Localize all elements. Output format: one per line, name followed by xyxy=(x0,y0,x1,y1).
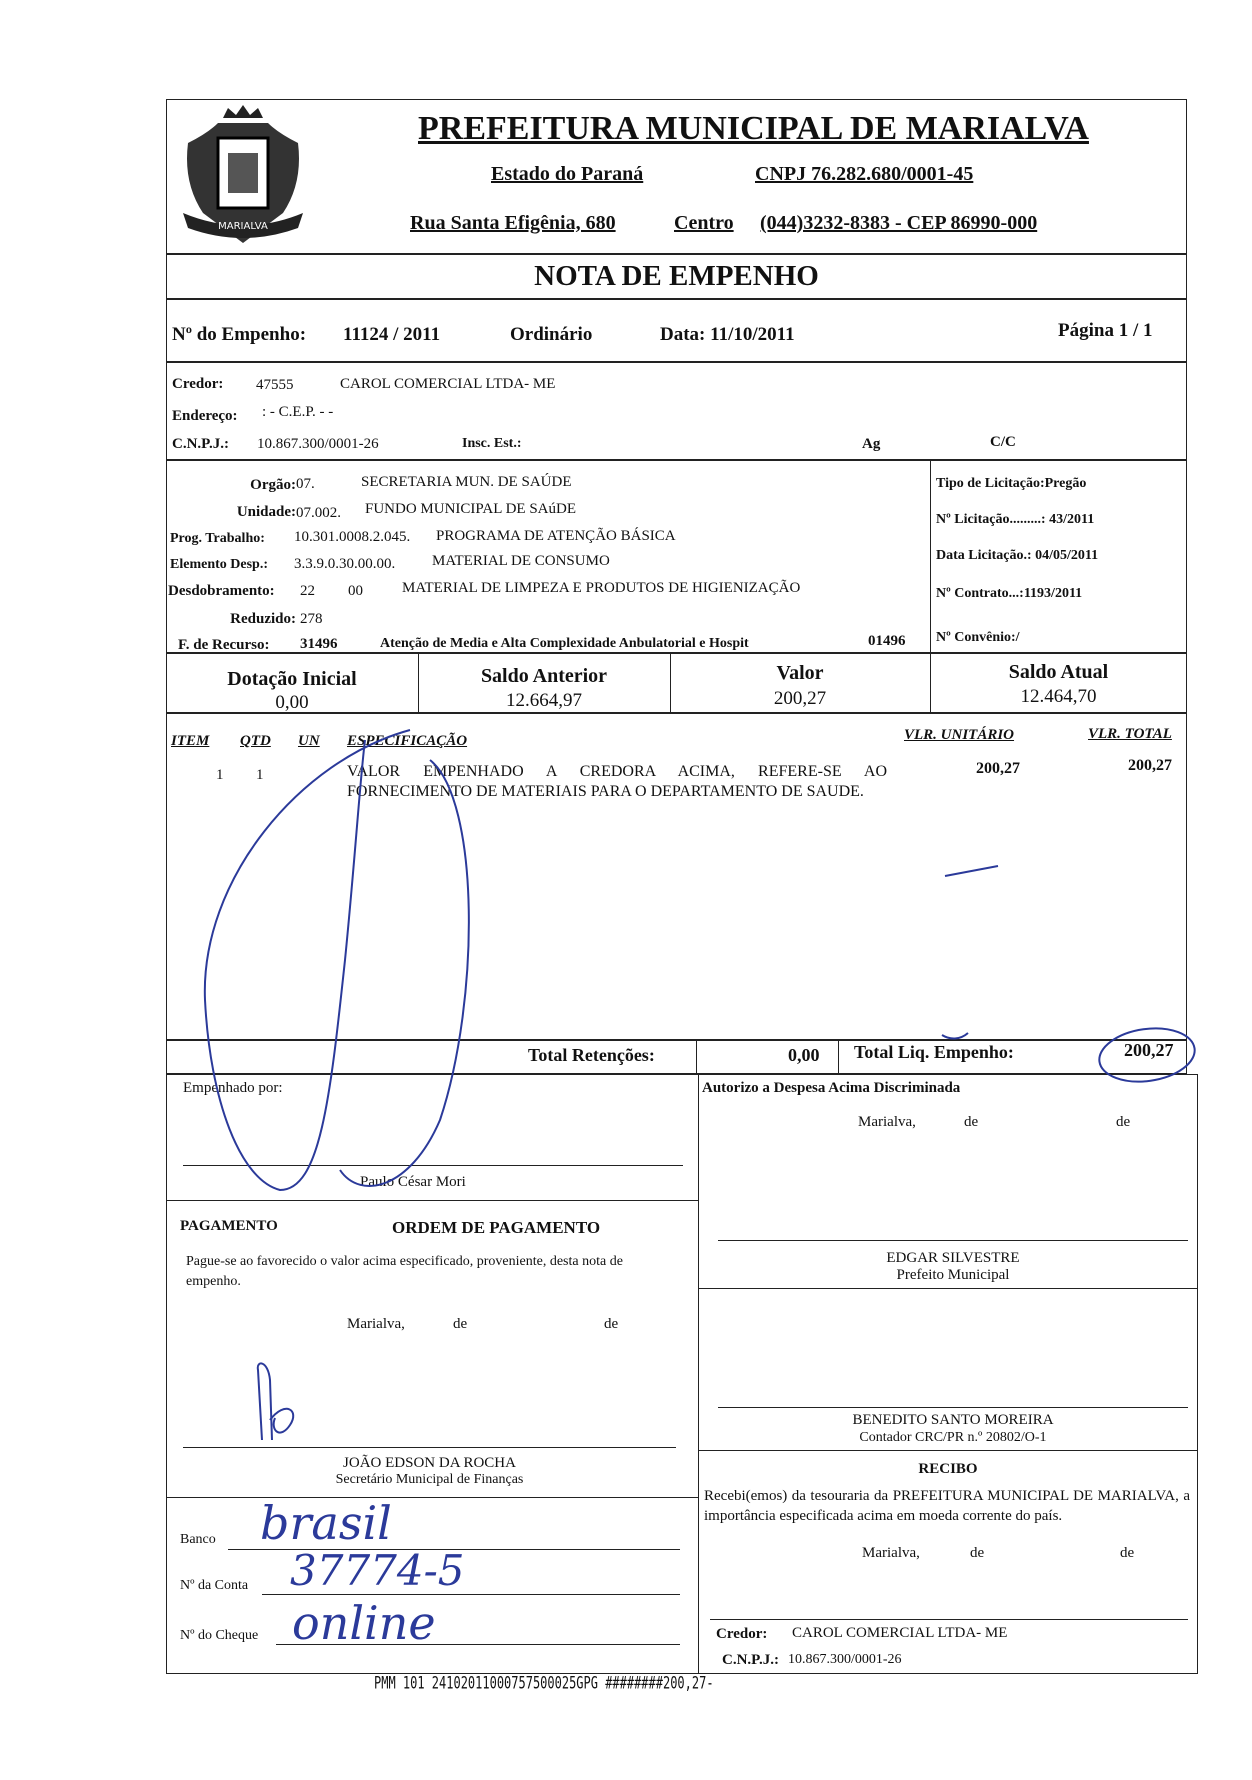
orgao-code: 07. xyxy=(296,476,315,492)
cnpj-label: C.N.P.J.: xyxy=(172,436,229,452)
recibo-text: Recebi(emos) da tesouraria da PREFEITURA MUNICIPAL DE MARIALVA, a importância especificada acima em moeda corrente do país. xyxy=(704,1488,1190,1524)
totals-divider-2 xyxy=(838,1040,839,1074)
autorizo-signer: EDGAR SILVESTRE xyxy=(886,1250,1020,1266)
pagamento-text: Pague-se ao favorecido o valor acima especificado, proveniente, desta nota de empenho. xyxy=(186,1254,623,1289)
desd-code1: 22 xyxy=(300,583,315,599)
anterior-label: Saldo Anterior xyxy=(480,665,608,687)
ag-label: Ag xyxy=(862,436,881,452)
conta-handwriting: 37774-5 xyxy=(290,1546,465,1595)
cc-label: C/C xyxy=(990,434,1016,450)
dotacao-value: 0,00 xyxy=(275,692,309,713)
empenho-number: 11124 / 2011 xyxy=(343,324,441,345)
col-un: UN xyxy=(298,733,320,749)
autorizo-de1: de xyxy=(964,1114,979,1130)
row-qtd: 1 xyxy=(256,767,264,783)
licitacao-data: Data Licitação.: 04/05/2011 xyxy=(936,548,1099,563)
row-unit: 200,27 xyxy=(976,760,1020,777)
district-text: Centro xyxy=(674,212,734,234)
doc-title: NOTA DE EMPENHO xyxy=(534,260,819,292)
address-value: : - C.E.P. - - xyxy=(262,404,334,420)
empenho-type: Ordinário xyxy=(510,324,593,345)
autorizo-city: Marialva, xyxy=(858,1114,916,1130)
elem-name: MATERIAL DE CONSUMO xyxy=(432,553,610,569)
empenho-date: Data: 11/10/2011 xyxy=(660,324,795,345)
row-total: 200,27 xyxy=(1128,757,1172,774)
elem-code: 3.3.9.0.30.00.00. xyxy=(294,556,396,572)
retencoes-label: Total Retenções: xyxy=(528,1045,655,1065)
insc-label: Insc. Est.: xyxy=(462,436,522,451)
fonte-code2: 01496 xyxy=(868,633,906,649)
pagamento-city: Marialva, xyxy=(347,1316,405,1332)
empenhado-label: Empenhado por: xyxy=(183,1080,283,1096)
budget-divider xyxy=(930,460,931,653)
cnpj-text: CNPJ 76.282.680/0001-45 xyxy=(755,163,974,185)
banco-handwriting: brasil xyxy=(260,1496,392,1550)
org-title: PREFEITURA MUNICIPAL DE MARIALVA xyxy=(418,110,1089,147)
licitacao-convenio: Nº Convênio:/ xyxy=(936,630,1020,645)
valor-value: 200,27 xyxy=(773,688,827,709)
recibo-cnpj: 10.867.300/0001-26 xyxy=(788,1652,902,1667)
fonte-label: F. de Recurso: xyxy=(178,637,270,653)
state-text: Estado do Paraná xyxy=(491,163,644,185)
credor-name: CAROL COMERCIAL LTDA- ME xyxy=(340,376,556,392)
unidade-code: 07.002. xyxy=(296,505,341,521)
liq-label: Total Liq. Empenho: xyxy=(854,1042,1014,1062)
autorizo-signer-role: Prefeito Municipal xyxy=(896,1267,1010,1283)
col-item: ITEM xyxy=(171,733,210,749)
credor-label: Credor: xyxy=(172,376,224,392)
recibo-title: RECIBO xyxy=(918,1461,978,1477)
autorizo-bottom-line xyxy=(698,1288,1198,1289)
fonte-name: Atenção de Media e Alta Complexidade Anbulatorial e Hospit xyxy=(380,636,749,651)
col-unit: VLR. UNITÁRIO xyxy=(904,727,1015,743)
empenhado-name: Paulo César Mori xyxy=(360,1174,466,1190)
prog-code: 10.301.0008.2.045. xyxy=(294,529,411,545)
conta-label: Nº da Conta xyxy=(180,1578,249,1593)
orgao-name: SECRETARIA MUN. DE SAÚDE xyxy=(361,474,572,490)
col-qtd: QTD xyxy=(240,733,271,749)
totals-divider-1 xyxy=(696,1040,697,1074)
footer-code: PMM 101 24102011000757500025GPG ########200,27- xyxy=(374,1673,714,1693)
desd-name: MATERIAL DE LIMPEZA E PRODUTOS DE HIGIENIZAÇÃO xyxy=(402,580,801,596)
pagamento-de2: de xyxy=(604,1316,619,1332)
recibo-credor-label: Credor: xyxy=(716,1626,768,1642)
empenho-label: Nº do Empenho: xyxy=(172,324,307,345)
empenhado-sign-line xyxy=(183,1165,683,1166)
empenhado-bottom-line xyxy=(166,1200,698,1201)
contador-sign-line xyxy=(718,1407,1188,1408)
row-item: 1 xyxy=(216,767,224,783)
desd-label: Desdobramento: xyxy=(168,583,275,599)
street-text: Rua Santa Efigênia, 680 xyxy=(410,212,616,234)
recibo-sign-line xyxy=(710,1619,1188,1620)
unidade-name: FUNDO MUNICIPAL DE SAúDE xyxy=(365,501,576,517)
valor-label: Valor xyxy=(776,662,824,684)
cheque-label: Nº do Cheque xyxy=(180,1628,259,1643)
totals-box xyxy=(166,1040,1187,1074)
contador-signer: BENEDITO SANTO MOREIRA xyxy=(852,1412,1054,1428)
col-total: VLR. TOTAL xyxy=(1088,726,1172,742)
cheque-handwriting: online xyxy=(292,1596,436,1650)
svg-text:MARIALVA: MARIALVA xyxy=(218,221,268,232)
coat-of-arms-logo xyxy=(168,103,318,253)
pagamento-sign-line xyxy=(183,1447,676,1448)
orgao-label: Orgão: xyxy=(250,477,296,493)
prog-name: PROGRAMA DE ATENÇÃO BÁSICA xyxy=(436,528,676,544)
licitacao-tipo: Tipo de Licitação:Pregão xyxy=(936,476,1087,491)
row-spec: VALOR EMPENHADO A CREDORA ACIMA, REFERE-SE AO FORNECIMENTO DE MATERIAIS PARA O DEPARTAMENTO DE SAUDE. xyxy=(347,763,887,800)
contador-bottom-line xyxy=(698,1450,1198,1451)
address-label: Endereço: xyxy=(172,408,238,424)
recibo-city: Marialva, xyxy=(862,1545,920,1561)
unidade-label: Unidade: xyxy=(236,504,296,520)
ordem-title: ORDEM DE PAGAMENTO xyxy=(392,1218,601,1237)
elem-label: Elemento Desp.: xyxy=(170,557,268,572)
autorizo-title: Autorizo a Despesa Acima Discriminada xyxy=(702,1080,961,1096)
autorizo-de2: de xyxy=(1116,1114,1131,1130)
desd-code2: 00 xyxy=(348,583,363,599)
pagamento-signer: JOÃO EDSON DA ROCHA xyxy=(343,1455,516,1471)
phone-cep-text: (044)3232-8383 - CEP 86990-000 xyxy=(760,212,1038,234)
licitacao-contrato: Nº Contrato...:1193/2011 xyxy=(936,586,1083,601)
pagamento-bottom-line xyxy=(166,1497,698,1498)
licitacao-numero: Nº Licitação.........: 43/2011 xyxy=(936,512,1095,527)
page-number: Página 1 / 1 xyxy=(1058,320,1153,341)
atual-value: 12.464,70 xyxy=(1020,686,1097,707)
autorizo-sign-line xyxy=(718,1240,1188,1241)
credor-cnpj: 10.867.300/0001-26 xyxy=(257,436,379,452)
pagamento-signer-role: Secretário Municipal de Finanças xyxy=(335,1472,524,1487)
recibo-credor-name: CAROL COMERCIAL LTDA- ME xyxy=(792,1625,1008,1641)
recibo-de1: de xyxy=(970,1545,985,1561)
atual-label: Saldo Atual xyxy=(1008,661,1109,683)
lower-divider xyxy=(698,1074,699,1674)
banco-label: Banco xyxy=(180,1532,216,1547)
col-spec: ESPECIFICAÇÃO xyxy=(347,733,468,749)
contador-role: Contador CRC/PR n.º 20802/O-1 xyxy=(859,1430,1047,1445)
reduz-label: Reduzido: xyxy=(230,611,296,627)
liq-value: 200,27 xyxy=(1124,1040,1174,1060)
prog-label: Prog. Trabalho: xyxy=(170,531,265,546)
reduz-code: 278 xyxy=(300,611,323,627)
dotacao-label: Dotação Inicial xyxy=(227,668,357,690)
recibo-cnpj-label: C.N.P.J.: xyxy=(722,1652,779,1668)
retencoes-value: 0,00 xyxy=(788,1045,820,1065)
pagamento-de1: de xyxy=(453,1316,468,1332)
anterior-value: 12.664,97 xyxy=(506,690,582,711)
fonte-code: 31496 xyxy=(300,636,338,652)
pagamento-title: PAGAMENTO xyxy=(180,1218,278,1234)
recibo-de2: de xyxy=(1120,1545,1135,1561)
credor-code: 47555 xyxy=(256,377,294,393)
